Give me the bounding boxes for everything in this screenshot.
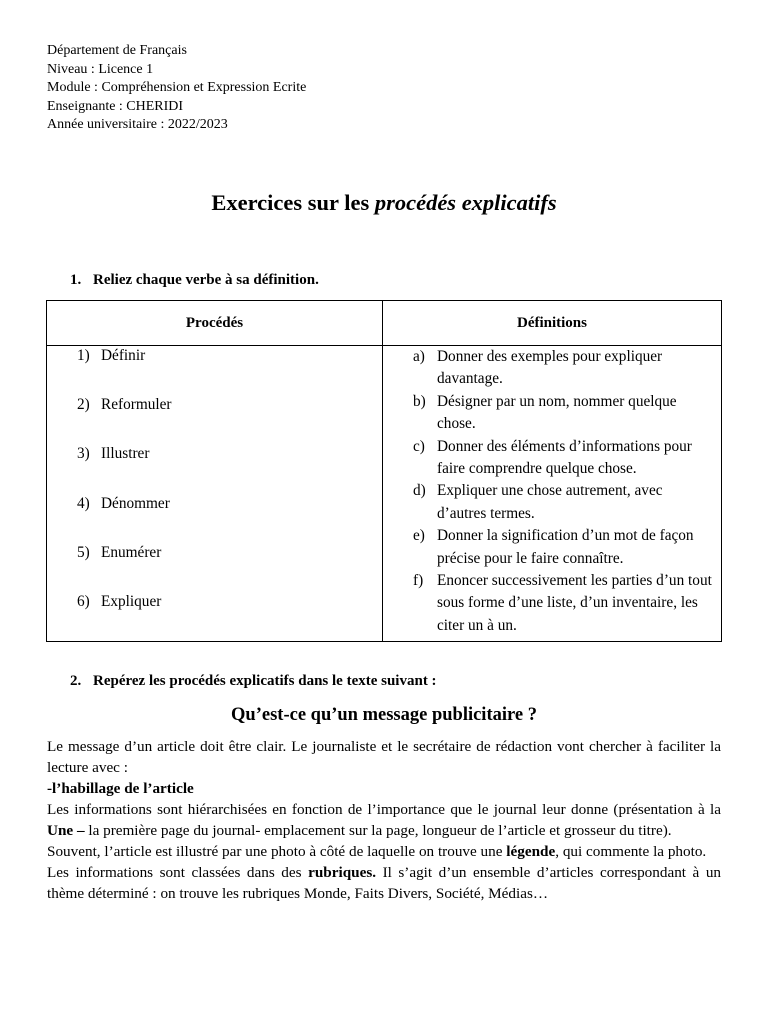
procede-label: Enumérer xyxy=(101,543,162,561)
header-level: Niveau : Licence 1 xyxy=(47,61,154,77)
definitions-cell xyxy=(383,346,722,642)
procede-item xyxy=(77,494,382,543)
bold-term: légende xyxy=(506,843,556,860)
definition-text: Expliquer une chose autrement, avec d’autres termes. xyxy=(437,482,663,522)
definition-text: Désigner par un nom, nommer quelque chose. xyxy=(437,392,677,433)
header-year: Année universitaire : 2022/2023 xyxy=(47,117,228,132)
question-2 xyxy=(70,671,437,691)
paragraph-intro: Le message d’un article doit être clair. Le journaliste et le secrétaire de rédaction vont chercher à faciliter la lecture avec : xyxy=(47,738,721,776)
procede-label: Dénommer xyxy=(101,494,170,512)
paragraph-text: la première page du journal- emplacement sur la page, longueur de l’article et grosseur du titre). xyxy=(84,822,672,839)
document-header xyxy=(47,42,306,135)
definition-text: Enoncer successivement les parties d’un tout sous forme d’une liste, d’un inventaire, les citer un à un. xyxy=(437,572,712,634)
header-definitions: Définitions xyxy=(383,301,722,346)
section-heading xyxy=(47,778,721,799)
header-teacher: Enseignante : CHERIDI xyxy=(47,98,184,114)
question-1-text: Reliez chaque verbe à sa définition. xyxy=(93,272,319,288)
procede-item xyxy=(77,543,382,592)
definition-text: Donner des exemples pour expliquer davantage. xyxy=(437,348,663,388)
paragraph-text: Il s’agit d’un ensemble d’articles correspondant à un thème déterminé : on trouve les rubriques Monde, Faits Divers, Société, Médias… xyxy=(47,864,722,902)
procede-item xyxy=(77,395,382,444)
header-procedes: Procédés xyxy=(47,301,383,346)
procede-number: 2) xyxy=(77,396,90,414)
procede-number: 6) xyxy=(77,592,90,610)
title-italic: procédés explicatifs xyxy=(374,190,557,215)
text-title: Qu’est-ce qu’un message publicitaire ? xyxy=(231,705,537,725)
paragraph-text: Souvent, l’article est illustré par une photo à côté de laquelle on trouve une xyxy=(47,843,507,860)
table-header-row xyxy=(47,301,722,346)
procede-label: Illustrer xyxy=(101,445,150,463)
header-department: Département de Français xyxy=(47,43,187,58)
paragraph-text: , qui commente la photo. xyxy=(555,843,707,860)
definition-item xyxy=(413,346,713,391)
question-2-number: 2. xyxy=(70,673,82,689)
definition-letter: d) xyxy=(413,482,426,500)
title-plain: Exercices sur les xyxy=(211,190,375,215)
definition-letter: e) xyxy=(413,527,425,545)
procede-number: 5) xyxy=(77,543,90,561)
procedes-cell xyxy=(47,346,383,642)
procede-label: Reformuler xyxy=(101,396,172,414)
paragraph-rubriques xyxy=(47,862,721,904)
definition-item xyxy=(413,436,713,481)
paragraph-text: Les informations sont classées dans des xyxy=(47,864,309,881)
header-module: Module : Compréhension et Expression Ecrite xyxy=(47,80,307,95)
bold-term: Une – xyxy=(47,822,85,839)
bold-term: rubriques. xyxy=(308,864,377,881)
text-body xyxy=(47,736,721,904)
section-heading-text: -l’habillage de l’article xyxy=(47,780,194,797)
page-title xyxy=(0,188,768,218)
question-1-number: 1. xyxy=(70,272,82,288)
procede-label: Expliquer xyxy=(101,592,162,610)
definition-item xyxy=(413,480,713,525)
question-1 xyxy=(70,270,319,290)
definition-letter: a) xyxy=(413,348,425,365)
procede-number: 4) xyxy=(77,494,90,512)
definition-item xyxy=(413,391,713,436)
definition-letter: b) xyxy=(413,392,426,410)
definition-item xyxy=(413,525,713,570)
paragraph-hierarchy xyxy=(47,799,721,841)
matching-table xyxy=(46,300,722,642)
question-2-text: Repérez les procédés explicatifs dans le texte suivant : xyxy=(93,673,437,689)
procede-item xyxy=(77,346,382,395)
procede-number: 3) xyxy=(77,445,90,463)
definitions-list xyxy=(383,346,721,637)
procede-item xyxy=(77,592,382,641)
paragraph-legend xyxy=(47,841,721,862)
procede-number: 1) xyxy=(77,347,90,364)
definition-letter: f) xyxy=(413,572,424,590)
procedes-list xyxy=(47,346,382,641)
procede-label: Définir xyxy=(101,347,146,364)
definition-letter: c) xyxy=(413,437,425,455)
procede-item xyxy=(77,444,382,493)
table-body-row xyxy=(47,346,722,642)
paragraph-text: Les informations sont hiérarchisées en fonction de l’importance que le journal leur donne (présentation à la xyxy=(47,801,721,818)
definition-text: Donner la signification d’un mot de façon précise pour le faire connaître. xyxy=(437,527,694,567)
definition-text: Donner des éléments d’informations pour faire comprendre quelque chose. xyxy=(437,437,692,478)
definition-item xyxy=(413,570,713,637)
